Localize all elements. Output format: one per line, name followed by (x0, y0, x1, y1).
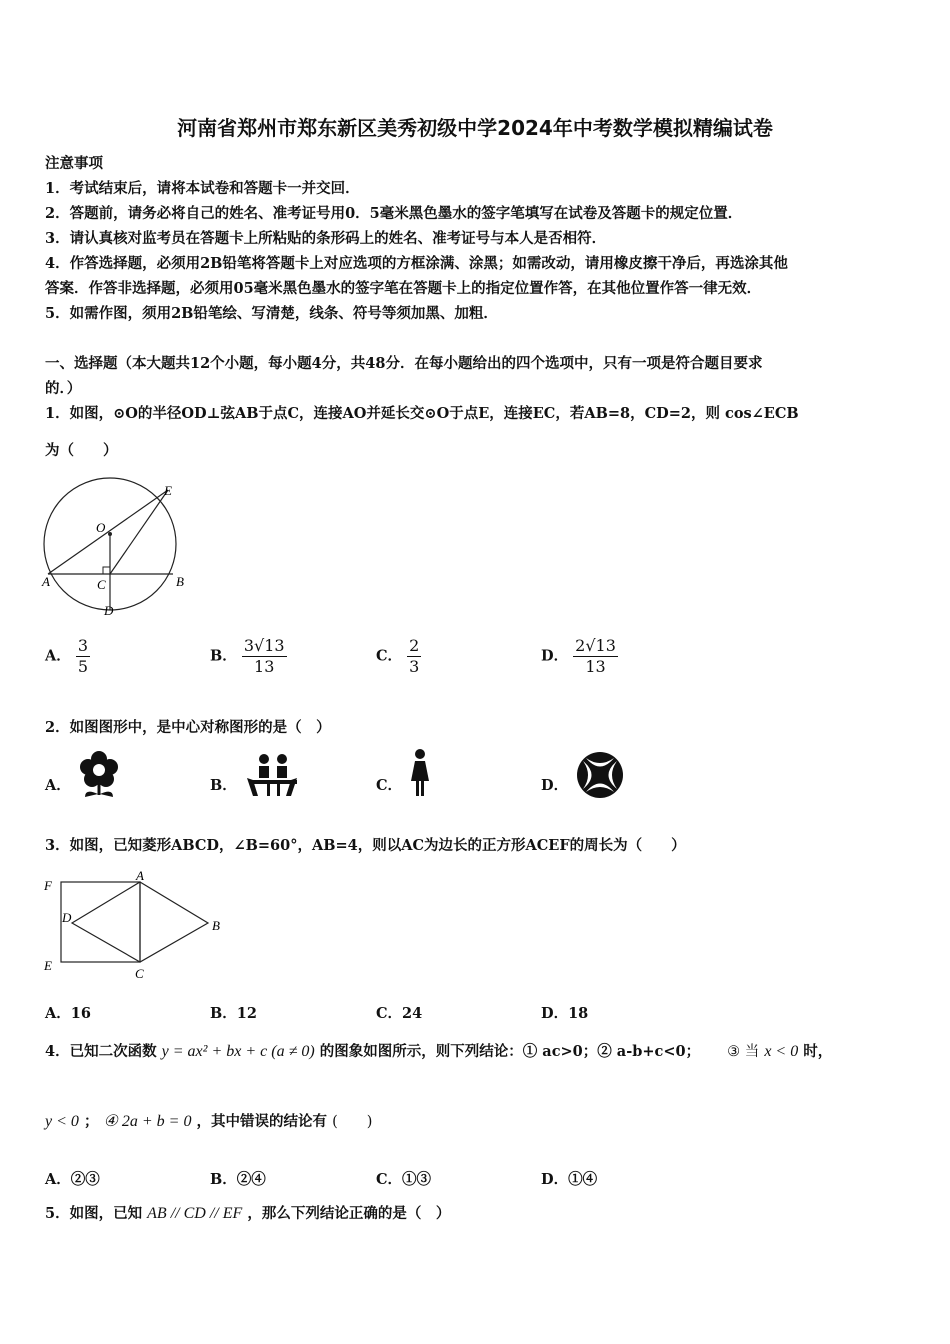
option-letter: D． (541, 647, 569, 665)
numerator: 3 (77, 636, 89, 655)
q4-prefix: 4．已知二次函数 (45, 1043, 157, 1060)
label-b: B (212, 918, 220, 933)
fraction (242, 636, 287, 677)
q5-question: ，那么下列结论正确的是（ ） (247, 1205, 451, 1222)
label-c: C (97, 577, 106, 592)
notice-item-5: 5．如需作图，须用2B铅笔绘、写清楚，线条、符号等须加黑、加粗． (45, 305, 498, 322)
section-heading: 一、选择题（本大题共12个小题，每小题4分，共48分．在每小题给出的四个选项中，只有一项是符合题目要求 (45, 355, 763, 372)
q5-text (45, 1202, 450, 1223)
q4-option-c[interactable]: C．①③ (376, 1171, 432, 1188)
denominator: 5 (77, 657, 89, 676)
q4-text-cont (45, 1110, 372, 1131)
q1-option-a[interactable] (45, 636, 90, 677)
q3-rhombus-figure (40, 868, 230, 986)
q3-option-b[interactable]: B．12 (210, 1005, 257, 1022)
q4-separator: ； (83, 1113, 99, 1130)
option-letter: A． (45, 647, 71, 665)
q4-text (45, 1040, 832, 1061)
q4-function: y = ax² + bx + c (a ≠ 0) (161, 1043, 315, 1060)
q4-conclusion-3: ③ 当 (727, 1044, 760, 1060)
numerator: 2 (409, 636, 420, 655)
q4-conclusions: 的图象如图所示，则下列结论：① ac>0；② a-b+c<0； (319, 1043, 701, 1060)
q4-when: 时， (803, 1043, 833, 1060)
label-o: O (96, 520, 106, 535)
q1-option-b[interactable] (210, 636, 287, 677)
q4-condition: x < 0 (764, 1043, 799, 1060)
label-f: F (44, 878, 52, 893)
notice-item-4: 4．作答选择题，必须用2B铅笔将答题卡上对应选项的方框涂满、涂黑；如需改动，请用橡皮擦干净后，再选涂其他 (45, 255, 788, 272)
label-e: E (164, 483, 172, 498)
fraction (76, 636, 90, 677)
q3-text: 3．如图，已知菱形ABCD，∠B=60°，AB=4，则以AC为边长的正方形ACEF的周长为（ ） (45, 837, 686, 854)
q1-option-d[interactable] (541, 636, 618, 677)
label-b: B (176, 574, 184, 589)
q4-y-condition: y < 0 (45, 1113, 79, 1130)
fraction (573, 636, 618, 677)
q4-option-b[interactable]: B．②④ (210, 1171, 266, 1188)
label-d: D (62, 910, 72, 925)
q1-circle-figure (40, 476, 185, 621)
label-e: E (44, 958, 52, 973)
notice-item-1: 1．考试结束后，请将本试卷和答题卡一并交回． (45, 180, 360, 197)
notice-item-3: 3．请认真核对监考员在答题卡上所粘贴的条形码上的姓名、准考证号与本人是否相符． (45, 230, 607, 247)
q3-option-a[interactable]: A．16 (45, 1005, 91, 1022)
q1-text-cont: 为（ ） (45, 442, 118, 459)
q3-option-c[interactable]: C．24 (376, 1005, 423, 1022)
q4-question: ，其中错误的结论有 (196, 1113, 328, 1130)
segment-ae (48, 490, 168, 574)
numerator: 3√13 (243, 636, 285, 655)
q5-prefix: 5．如图，已知 (45, 1205, 143, 1222)
q4-option-a[interactable]: A．②③ (45, 1171, 100, 1188)
q4-option-d[interactable]: D．①④ (541, 1171, 598, 1188)
page-title: 河南省郑州市郑东新区美秀初级中学2024年中考数学模拟精编试卷 (177, 116, 773, 140)
q2-option-c[interactable]: C． (376, 777, 403, 794)
q3-option-d[interactable]: D．18 (541, 1005, 589, 1022)
label-a: A (42, 574, 50, 589)
fraction (407, 636, 421, 677)
q2-option-d[interactable]: D． (541, 777, 569, 794)
label-a: A (136, 868, 144, 883)
flower-icon (77, 750, 121, 798)
ball-icon (575, 750, 625, 800)
q2-text: 2．如图图形中，是中心对称图形的是（ ） (45, 719, 331, 736)
option-letter: C． (376, 647, 403, 665)
label-c: C (135, 966, 144, 981)
q2-option-a[interactable]: A． (45, 777, 71, 794)
denominator: 13 (254, 657, 275, 676)
denominator: 3 (409, 657, 420, 676)
q5-expression: AB // CD // EF (147, 1205, 243, 1222)
notice-heading: 注意事项 (45, 155, 103, 172)
q4-paren: ( ) (332, 1114, 373, 1130)
q1-text: 1．如图，⊙O的半径OD⊥弦AB于点C，连接AO并延长交⊙O于点E，连接EC，若AB=8，CD=2，则 cos∠ECB (45, 405, 799, 422)
q2-option-b[interactable]: B． (210, 777, 237, 794)
center-point (108, 532, 112, 536)
label-d: D (104, 603, 114, 618)
numerator: 2√13 (575, 636, 616, 655)
woman-icon (407, 748, 433, 798)
q1-option-c[interactable] (376, 636, 421, 677)
option-letter: B． (210, 647, 237, 665)
q4-conclusion-4: ④ 2a + b = 0 (103, 1113, 192, 1130)
right-angle-mark (103, 567, 110, 574)
notice-item-2: 2．答题前，请务必将自己的姓名、准考证号用0．5毫米黑色墨水的签字笔填写在试卷及答题卡的规定位置． (45, 205, 743, 222)
denominator: 13 (585, 657, 606, 676)
segment-ec (110, 490, 168, 574)
bench-people-icon (243, 752, 301, 798)
notice-item-4-cont: 答案．作答非选择题，必须用05毫米黑色墨水的签字笔在答题卡上的指定位置作答，在其他位置作答一律无效． (45, 280, 762, 297)
section-heading-cont: 的．） (45, 380, 82, 397)
